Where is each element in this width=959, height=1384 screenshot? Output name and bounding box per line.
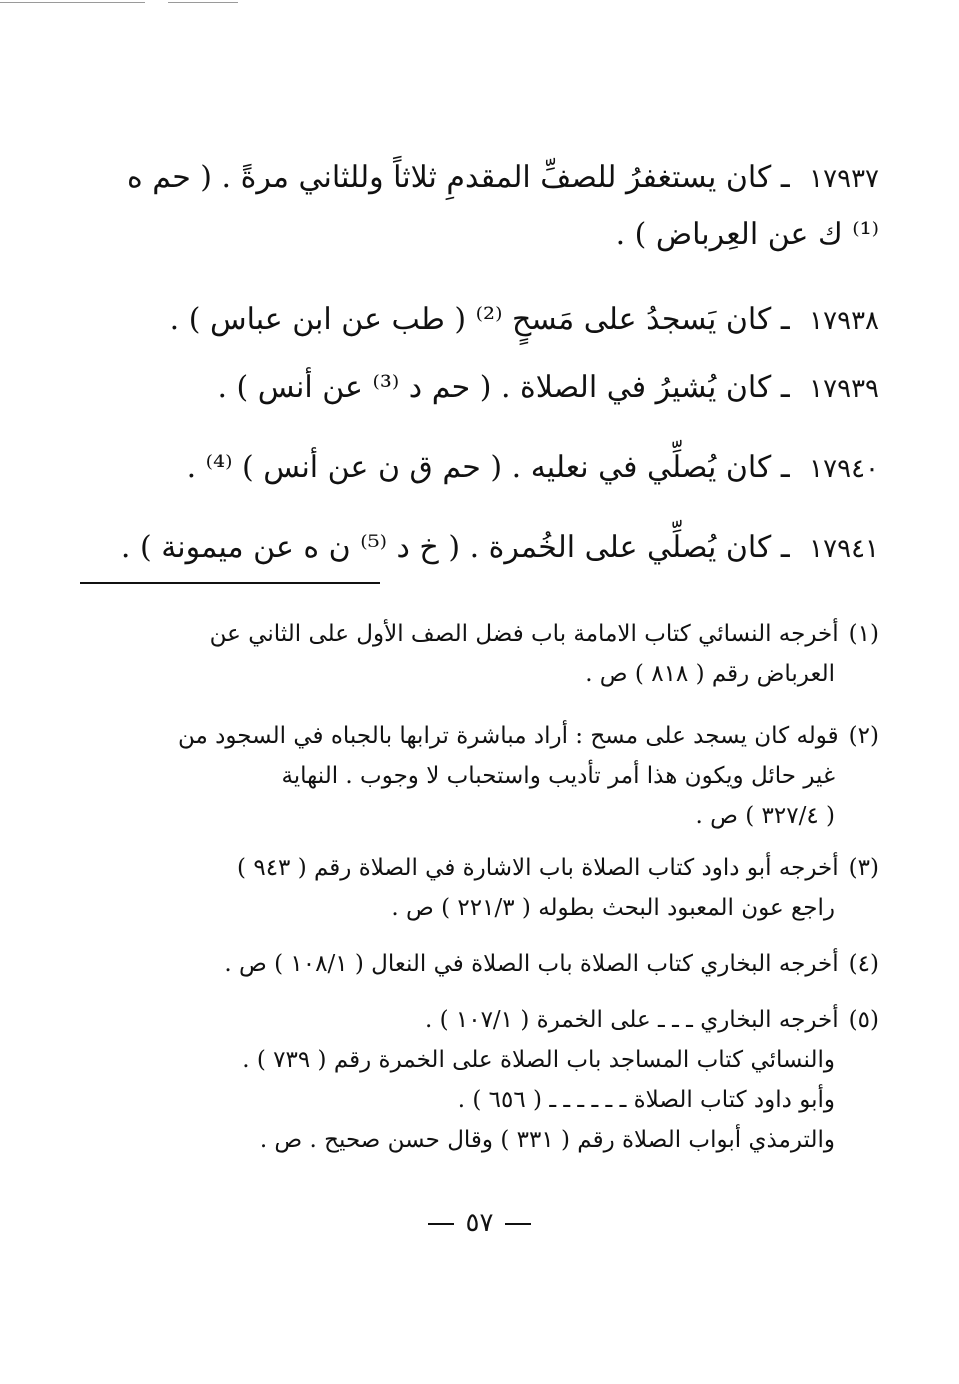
footnote-marker: (٢) <box>848 723 879 749</box>
footnote-line: أخرجه البخاري كتاب الصلاة باب الصلاة في النعال ( ١٠٨/١ ) ص . <box>224 951 839 977</box>
footnote-marker: (٣) <box>848 855 879 881</box>
footnote <box>79 944 879 984</box>
hadith-entry <box>99 440 879 497</box>
hadith-number: ١٧٩٤١ <box>809 534 879 564</box>
page-number-text: ٥٧ <box>465 1208 494 1238</box>
footnote-line: غير حائل ويكون هذا أمر تأديب واستحباب لا وجوب . النهاية <box>281 763 835 789</box>
footnote-line: والنسائي كتاب المساجد باب الصلاة على الخمرة رقم ( ٧٣٩ ) . <box>242 1047 835 1073</box>
footnote-marker: (٥) <box>848 1007 879 1033</box>
hadith-text: ـ كان يُشيرُ في الصلاة . ( حم د ⁽³⁾ عن أنس ) . <box>217 370 790 405</box>
footnote-line: ( ٣٢٧/٤ ) ص . <box>695 803 835 829</box>
footnote-separator <box>80 582 380 584</box>
footnote-line: أخرجه أبو داود كتاب الصلاة باب الاشارة في الصلاة رقم ( ٩٤٣ ) <box>237 855 839 881</box>
footnote-line: قوله كان يسجد على مسح : أراد مباشرة ترابها بالجباه في السجود من <box>178 723 839 749</box>
footnote <box>79 848 879 928</box>
hadith-number: ١٧٩٣٨ <box>809 306 879 336</box>
hadith-text: ـ كان يَسجدُ على مَسحٍ ⁽²⁾ ( طب عن ابن عباس ) . <box>169 302 790 337</box>
hadith-text: ـ كان يُصلِّي في نعليه . ( حم ق ن عن أنس ) ⁽⁴⁾ . <box>186 450 790 485</box>
footnote-line: والترمذي أبواب الصلاة رقم ( ٣٣١ ) وقال حسن صحيح . ص . <box>259 1127 835 1153</box>
footnote-line: وأبو داود كتاب الصلاة ـ ـ ـ ـ ـ ـ ( ٦٥٦ ) . <box>457 1087 835 1113</box>
hadith-number: ١٧٩٣٩ <box>809 374 879 404</box>
hadith-entry <box>99 360 879 417</box>
hadith-number: ١٧٩٤٠ <box>809 454 879 484</box>
page-number-dash <box>428 1223 454 1225</box>
hadith-text: ـ كان يُصلِّي على الخُمرة . ( خ د ⁽⁵⁾ ن ه عن ميمونة ) . <box>120 530 790 565</box>
page-number <box>0 1208 959 1238</box>
hadith-text: ـ كان يستغفرُ للصفِّ المقدمِ ثلاثاً وللثاني مرةً . ( حم ه ⁽¹⁾ ك عن العِرباض ) . <box>127 160 879 252</box>
footnote-marker: (١) <box>848 621 879 647</box>
hadith-number: ١٧٩٣٧ <box>809 164 879 194</box>
hadith-entry <box>99 150 879 263</box>
hadith-entry <box>99 292 879 349</box>
footnote <box>79 614 879 694</box>
footnote-line: أخرجه النسائي كتاب الامامة باب فضل الصف الأول على الثاني عن <box>209 621 839 647</box>
footnote <box>79 1000 879 1160</box>
footnote <box>79 716 879 836</box>
footnote-line: راجع عون المعبود البحث بطوله ( ٢٢١/٣ ) ص . <box>391 895 835 921</box>
footnote-line: العرباض رقم ( ٨١٨ ) ص . <box>585 661 835 687</box>
footnote-line: أخرجه البخاري ـ ـ ـ على الخمرة ( ١٠٧/١ ) . <box>424 1007 839 1033</box>
hadith-entry <box>99 520 879 577</box>
page-number-dash <box>505 1223 531 1225</box>
footnote-marker: (٤) <box>848 951 879 977</box>
